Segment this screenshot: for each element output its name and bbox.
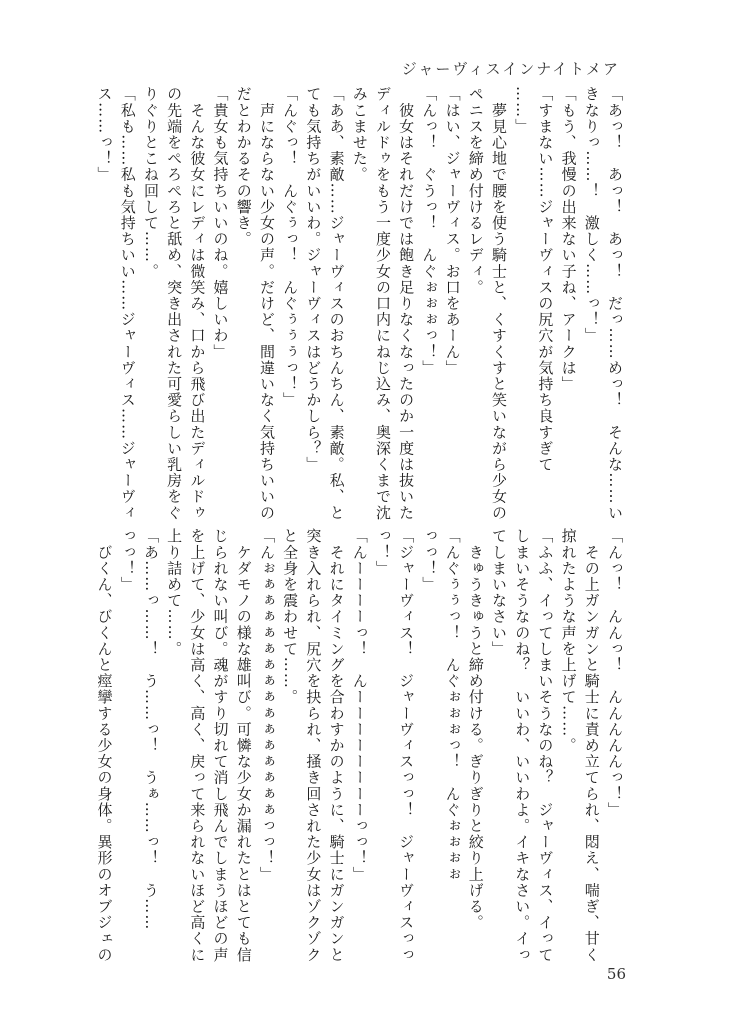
page-number: 56 [606, 965, 626, 983]
text-line: 「んぐぅぅっ！ んぐぉぉぉっ！ んぐぉぉぉぉ [443, 528, 462, 883]
text-line: 夢見心地で腰を使う騎士と、くすくすと笑いながら少女の [489, 86, 508, 521]
text-line: ても気持ちがいいわ。ジャーヴィスはどうかしら？」 [304, 86, 323, 473]
text-line: ス……っ！」 [95, 86, 114, 183]
text-line: 「私も……私も気持ちいい……ジャーヴィス……ジャーヴィ [118, 86, 137, 521]
text-line: 突き入れられ、尻穴を抉られ、掻き回された少女はゾクゾク [304, 528, 323, 963]
text-line: 「もう、我慢の出来ない子ね、アークは」 [559, 86, 578, 392]
text-line: っっ！」 [420, 528, 439, 593]
text-line: 「んーーーーっ！ んーーーーーーーーっっ！」 [350, 528, 369, 883]
bottom-text-block [95, 528, 626, 963]
text-line: ケダモノの様な雄叫び。可憐な少女か漏れたとはとても信 [234, 528, 253, 963]
text-line: を上げて、少女は高く、高く、戻って来られないほど高くに [188, 528, 207, 963]
text-line: 「すまない……ジャーヴィスの尻穴が気持ち良すぎて [536, 86, 555, 473]
text-line: その上ガンガンと騎士に責め立てられ、悶え、喘ぎ、甘く [582, 528, 601, 963]
text-line: ディルドゥをもう一度少女の口内にねじ込み、奥深くまで沈 [373, 86, 392, 521]
text-line: 「貴女も気持ちいいのね。嬉しいわ」 [211, 86, 230, 360]
text-line: 「んっ！ ぐうっ！ んぐぉぉぉっ！」 [420, 86, 439, 376]
running-header: ジャーヴィスインナイトメア [401, 60, 620, 78]
text-line: 「んっ！ んんっ！ んんんんんっ！」 [606, 528, 624, 818]
text-line: 「あっ！ あっ！ あっ！ だっ……めっ！ そんな……い [606, 86, 624, 521]
text-line: しまいそうなのね？ いいわ、いいわよ。イキなさい。イっ [513, 528, 532, 963]
text-line: きゅうきゅうと締め付ける。ぎりぎりと絞り上げる。 [466, 528, 485, 931]
text-line: 「あ……っ……！ う……っ！ うぁ……っ！ う…… [141, 528, 160, 931]
text-line: 彼女はそれだけでは飽き足りなくなったのか一度は抜いた [397, 86, 416, 521]
text-line: 「んぉぁぁぁぁぁぁぁぁぁぁぁぁぁぁぁっっ！」 [257, 528, 276, 883]
text-line: っ！」 [373, 528, 392, 577]
text-line: 「んぐっ！ んぐぅっ！ んぐぅぅぅっ！」 [281, 86, 300, 408]
text-line: てしまいなさい」 [489, 528, 508, 657]
text-line: 「ジャーヴィス！ ジャーヴィスっっ！ ジャーヴィスっっ [397, 528, 416, 963]
text-line: 「はい、ジャーヴィス。お口をあーん」 [443, 86, 462, 376]
text-line: ペニスを締め付けるレディ。 [466, 86, 485, 296]
text-line: 「ああ、素敵……ジャーヴィスのおちんちん、素敵。私、と [327, 86, 346, 521]
text-line: びくん、びくんと痙攣する少女の身体。異形のオブジェの [95, 528, 114, 963]
text-line: きなりっ……！ 激しく……っ！」 [582, 86, 601, 344]
text-line: そんな彼女にレディは微笑み、口から飛び出たディルドゥ [188, 86, 207, 521]
text-line: じられない叫び。魂がすり切れて消し飛んでしまうほどの声 [211, 528, 230, 963]
text-line: 声にならない少女の声。だけど、間違いなく気持ちいいの [257, 86, 276, 521]
text-line: っっ！」 [118, 528, 137, 593]
text-line: それにタイミングを合わすかのように、騎士にガンガンと [327, 528, 346, 963]
text-line: 「ふふ、イってしまいそうなのね？ ジャーヴィス、イって [536, 528, 555, 963]
top-text-block [95, 86, 626, 521]
text-line: 上り詰めて……。 [165, 528, 184, 657]
text-line: と全身を震わせて……。 [281, 528, 300, 706]
text-line: ……」 [513, 86, 532, 135]
text-line: だとわかるその響き。 [234, 86, 253, 247]
text-line: の先端をぺろぺろと舐め、突き出された可愛らしい乳房をぐ [165, 86, 184, 521]
text-line: みこませた。 [350, 86, 369, 183]
text-line: りぐりとこね回して……。 [141, 86, 160, 280]
text-line: 掠れたような声を上げて……。 [559, 528, 578, 754]
